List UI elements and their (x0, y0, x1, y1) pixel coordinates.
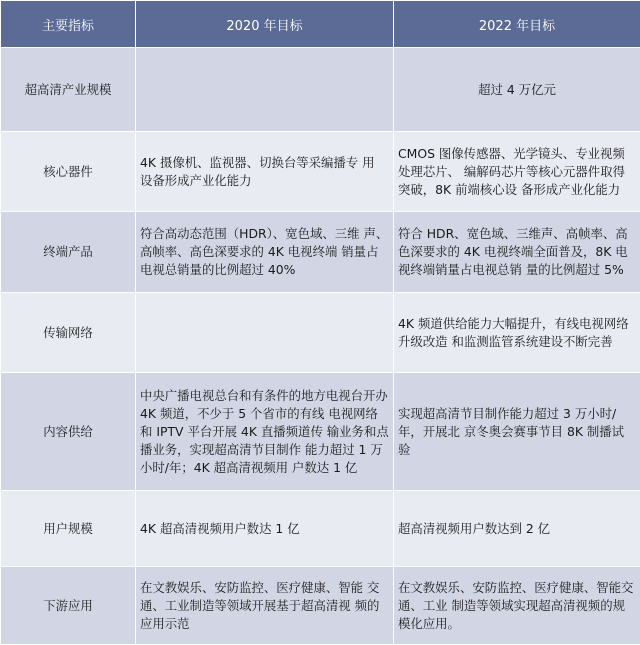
row-label: 用户规模 (1, 491, 136, 567)
table-row (1, 491, 640, 567)
table-row (1, 293, 640, 373)
table-row (1, 132, 640, 212)
row-label: 终端产品 (1, 212, 136, 293)
cell-2020: 4K 超高清视频用户数达 1 亿 (136, 491, 394, 567)
table-row (1, 373, 640, 491)
row-label: 下游应用 (1, 567, 136, 645)
table-row (1, 48, 640, 132)
row-label: 传输网络 (1, 293, 136, 373)
cell-2022: 4K 频道供给能力大幅提升，有线电视网络升级改造 和监测监管系统建设不断完善 (394, 293, 640, 373)
table-row (1, 212, 640, 293)
header-2022-target: 2022 年目标 (394, 1, 640, 48)
cell-2022: CMOS 图像传感器、光学镜头、专业视频处理芯片、 编解码芯片等核心元器件取得突破，8K 前端核心设 备形成产业化能力 (394, 132, 640, 212)
cell-2022: 在文教娱乐、安防监控、医疗健康、智能交通、工业 制造等领域实现超高清视频的规模化应用。 (394, 567, 640, 645)
header-indicator: 主要指标 (1, 1, 136, 48)
cell-2020 (136, 48, 394, 132)
cell-2020: 在文教娱乐、安防监控、医疗健康、智能 交通、工业制造等领域开展基于超高清视 频的应用示范 (136, 567, 394, 645)
cell-2022: 超过 4 万亿元 (394, 48, 640, 132)
cell-2020: 4K 摄像机、监视器、切换台等采编播专 用 设备形成产业化能力 (136, 132, 394, 212)
cell-2022: 符合 HDR、宽色域、三维声、高帧率、高色深要求的 4K 电视终端全面普及，8K 电视终端销量占电视总销 量的比例超过 5% (394, 212, 640, 293)
cell-2020: 中央广播电视总台和有条件的地方电视台开办 4K 频道，不少于 5 个省市的有线 电视网络和 IPTV 平台开展 4K 直播频道传 输业务和点播业务，实现超高清节目制作 能力超过 1 万小时/年；4K 超高清视频用 户数达 1 亿 (136, 373, 394, 491)
table-row (1, 567, 640, 645)
row-label: 超高清产业规模 (1, 48, 136, 132)
header-2020-target: 2020 年目标 (136, 1, 394, 48)
row-label: 内容供给 (1, 373, 136, 491)
header-row (1, 1, 640, 48)
cell-2022: 超高清视频用户数达到 2 亿 (394, 491, 640, 567)
cell-2020: 符合高动态范围（HDR）、宽色域、三维 声、高帧率、高色深要求的 4K 电视终端 销量占电视总销量的比例超过 40% (136, 212, 394, 293)
cell-2022: 实现超高清节目制作能力超过 3 万小时/年，开展北 京冬奥会赛事节目 8K 制播试验 (394, 373, 640, 491)
row-label: 核心器件 (1, 132, 136, 212)
cell-2020 (136, 293, 394, 373)
